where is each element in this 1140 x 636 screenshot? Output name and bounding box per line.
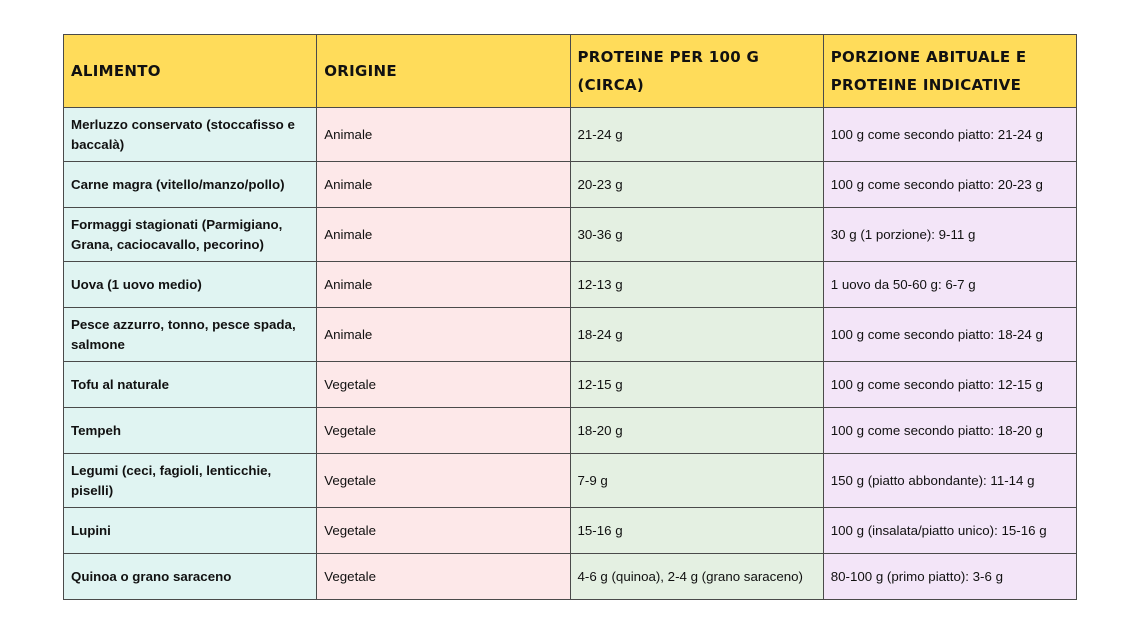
header-alimento: ALIMENTO xyxy=(64,35,317,108)
header-row xyxy=(64,35,1077,108)
cell-origine: Vegetale xyxy=(317,554,570,600)
cell-alimento: Quinoa o grano saraceno xyxy=(64,554,317,600)
protein-table xyxy=(63,34,1077,600)
cell-alimento: Legumi (ceci, fagioli, lenticchie, piselli) xyxy=(64,454,317,508)
cell-alimento: Uova (1 uovo medio) xyxy=(64,262,317,308)
cell-porzione: 100 g come secondo piatto: 12-15 g xyxy=(823,362,1076,408)
cell-porzione: 100 g come secondo piatto: 21-24 g xyxy=(823,108,1076,162)
table-row xyxy=(64,262,1077,308)
header-origine: ORIGINE xyxy=(317,35,570,108)
cell-proteine: 20-23 g xyxy=(570,162,823,208)
cell-porzione: 1 uovo da 50-60 g: 6-7 g xyxy=(823,262,1076,308)
cell-alimento: Lupini xyxy=(64,508,317,554)
table-row xyxy=(64,554,1077,600)
cell-porzione: 80-100 g (primo piatto): 3-6 g xyxy=(823,554,1076,600)
cell-alimento: Merluzzo conservato (stoccafisso e baccalà) xyxy=(64,108,317,162)
cell-origine: Vegetale xyxy=(317,408,570,454)
cell-proteine: 15-16 g xyxy=(570,508,823,554)
cell-alimento: Formaggi stagionati (Parmigiano, Grana, caciocavallo, pecorino) xyxy=(64,208,317,262)
cell-porzione: 150 g (piatto abbondante): 11-14 g xyxy=(823,454,1076,508)
cell-origine: Animale xyxy=(317,262,570,308)
table-row xyxy=(64,308,1077,362)
cell-origine: Animale xyxy=(317,308,570,362)
cell-proteine: 30-36 g xyxy=(570,208,823,262)
cell-origine: Animale xyxy=(317,208,570,262)
cell-porzione: 100 g come secondo piatto: 18-24 g xyxy=(823,308,1076,362)
header-porzione: PORZIONE ABITUALE E PROTEINE INDICATIVE xyxy=(823,35,1076,108)
cell-proteine: 18-20 g xyxy=(570,408,823,454)
cell-alimento: Tempeh xyxy=(64,408,317,454)
cell-porzione: 100 g come secondo piatto: 20-23 g xyxy=(823,162,1076,208)
cell-proteine: 12-15 g xyxy=(570,362,823,408)
table-row xyxy=(64,362,1077,408)
header-proteine: PROTEINE PER 100 G (CIRCA) xyxy=(570,35,823,108)
cell-origine: Vegetale xyxy=(317,454,570,508)
cell-alimento: Tofu al naturale xyxy=(64,362,317,408)
table-row xyxy=(64,408,1077,454)
cell-porzione: 30 g (1 porzione): 9-11 g xyxy=(823,208,1076,262)
cell-porzione: 100 g come secondo piatto: 18-20 g xyxy=(823,408,1076,454)
cell-proteine: 7-9 g xyxy=(570,454,823,508)
table-row xyxy=(64,454,1077,508)
cell-proteine: 4-6 g (quinoa), 2-4 g (grano saraceno) xyxy=(570,554,823,600)
cell-porzione: 100 g (insalata/piatto unico): 15-16 g xyxy=(823,508,1076,554)
cell-alimento: Pesce azzurro, tonno, pesce spada, salmone xyxy=(64,308,317,362)
cell-origine: Vegetale xyxy=(317,508,570,554)
table-row xyxy=(64,508,1077,554)
table-row xyxy=(64,162,1077,208)
table-row xyxy=(64,108,1077,162)
cell-origine: Animale xyxy=(317,162,570,208)
cell-origine: Animale xyxy=(317,108,570,162)
cell-proteine: 21-24 g xyxy=(570,108,823,162)
cell-proteine: 18-24 g xyxy=(570,308,823,362)
cell-alimento: Carne magra (vitello/manzo/pollo) xyxy=(64,162,317,208)
cell-proteine: 12-13 g xyxy=(570,262,823,308)
table-row xyxy=(64,208,1077,262)
cell-origine: Vegetale xyxy=(317,362,570,408)
